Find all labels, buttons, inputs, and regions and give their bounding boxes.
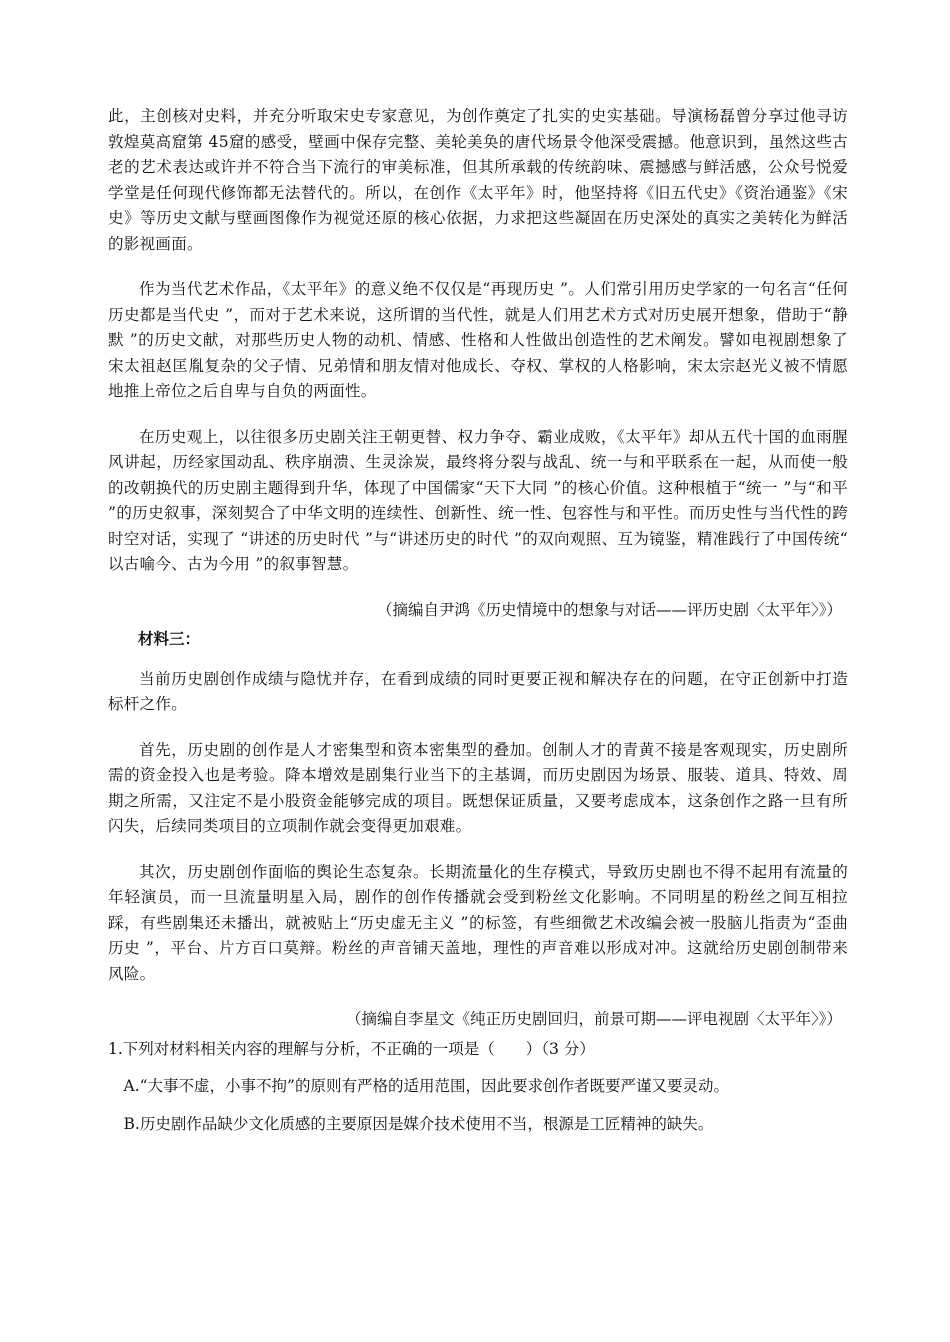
material3-source-citation: （摘编自李星文《纯正历史剧回归，前景可期——评电视剧〈太平年〉》） xyxy=(345,1010,842,1028)
material2-paragraph-3: 在历史观上，以往很多历史剧关注王朝更替、权力争夺、霸业成败，《太平年》却从五代十国的血雨腥风讲起，历经家国动乱、秩序崩溃、生灵涂炭，最终将分裂与战乱、统一与和平联系在一起，从而使一般的改朝换代的历史剧主题得到升华，体现了中国儒家“天下大同 ”的核心价值。这种根植于“统一 ”与“和平 ”的历史叙事，深刻契合了中华文明的连续性、创新性、统一性、包容性与和平性。而历史性与当代性的跨时空对话，实现了 “讲述的历史时代 ”与“讲述历史的时代 ”的双向观照、互为镜鉴，精准践行了中国传统“ 以古喻今、古为今用 ”的叙事智慧。 xyxy=(108,427,848,573)
question-1-option-a: A.“大事不虚，小事不拘”的原则有严格的适用范围，因此要求创作者既要严谨又要灵动。 xyxy=(123,1077,729,1095)
exam-page xyxy=(108,104,848,1149)
material2-paragraph-2: 作为当代艺术作品，《太平年》的意义绝不仅仅是“再现历史 ”。人们常引用历史学家的一句名言“任何历史都是当代史 ”，而对于艺术来说，这所谓的当代性，就是人们用艺术方式对历史展开想象，借助于“静默 ”的历史文献，对那些历史人物的动机、情感、性格和人性做出创造性的艺术阐发。譬如电视剧想象了宋太祖赵匡胤复杂的父子情、兄弟情和朋友情对他成长、夺权、掌权的人格影响，宋太宗赵光义被不情愿地推上帝位之后自卑与自负的两面性。 xyxy=(108,280,848,400)
material3-heading: 材料三： xyxy=(138,630,201,648)
material2-paragraph-1: 此，主创核对史料，并充分听取宋史专家意见，为创作奠定了扎实的史实基础。导演杨磊曾分享过他寻访敦煌莫高窟第 45窟的感受，壁画中保存完整、美轮美奂的唐代场景令他深受震撼。他意识到，虽然这些古老的艺术表达或许并不符合当下流行的审美标准，但其所承载的传统韵味、震撼感与鲜活感，公众号悦爱学堂是任何现代修饰都无法替代的。所以，在创作《太平年》时，他坚持将《旧五代史》《资治通鉴》《宋史》等历史文献与壁画图像作为视觉还原的核心依据，力求把这些凝固在历史深处的真实之美转化为鲜活的影视画面。 xyxy=(108,107,848,253)
question-1-stem: 1.下列对材料相关内容的理解与分析，不正确的一项是（ ）（3 分） xyxy=(108,1039,595,1058)
question-1-option-b: B.历史剧作品缺少文化质感的主要原因是媒介技术使用不当，根源是工匠精神的缺失。 xyxy=(123,1114,714,1133)
material3-paragraph-1: 当前历史剧创作成绩与隐忧并存，在看到成绩的同时更要正视和解决存在的问题，在守正创新中打造标杆之作。 xyxy=(108,669,848,713)
material3-paragraph-3: 其次，历史剧创作面临的舆论生态复杂。长期流量化的生存模式，导致历史剧也不得不起用有流量的年轻演员，而一旦流量明星入局，剧作的创作传播就会受到粉丝文化影响。不同明星的粉丝之间互相拉踩，有些剧集还未播出，就被贴上“历史虚无主义 ”的标签，有些细微艺术改编会被一股脑儿指责为“歪曲历史 ”，平台、片方百口莫辩。粉丝的声音铺天盖地，理性的声音难以形成对冲。这就给历史剧创制带来风险。 xyxy=(108,862,848,983)
material2-source-citation: （摘编自尹鸿《历史情境中的想象与对话——评历史剧〈太平年〉》） xyxy=(376,600,842,619)
material3-paragraph-2: 首先，历史剧的创作是人才密集型和资本密集型的叠加。创制人才的青黄不接是客观现实，历史剧所需的资金投入也是考验。降本增效是剧集行业当下的主基调，而历史剧因为场景、服装、道具、特效、周期之所需，又注定不是小股资金能够完成的项目。既想保证质量，又要考虑成本，这条创作之路一旦有所闪失，后续同类项目的立项制作就会变得更加艰难。 xyxy=(108,740,848,835)
